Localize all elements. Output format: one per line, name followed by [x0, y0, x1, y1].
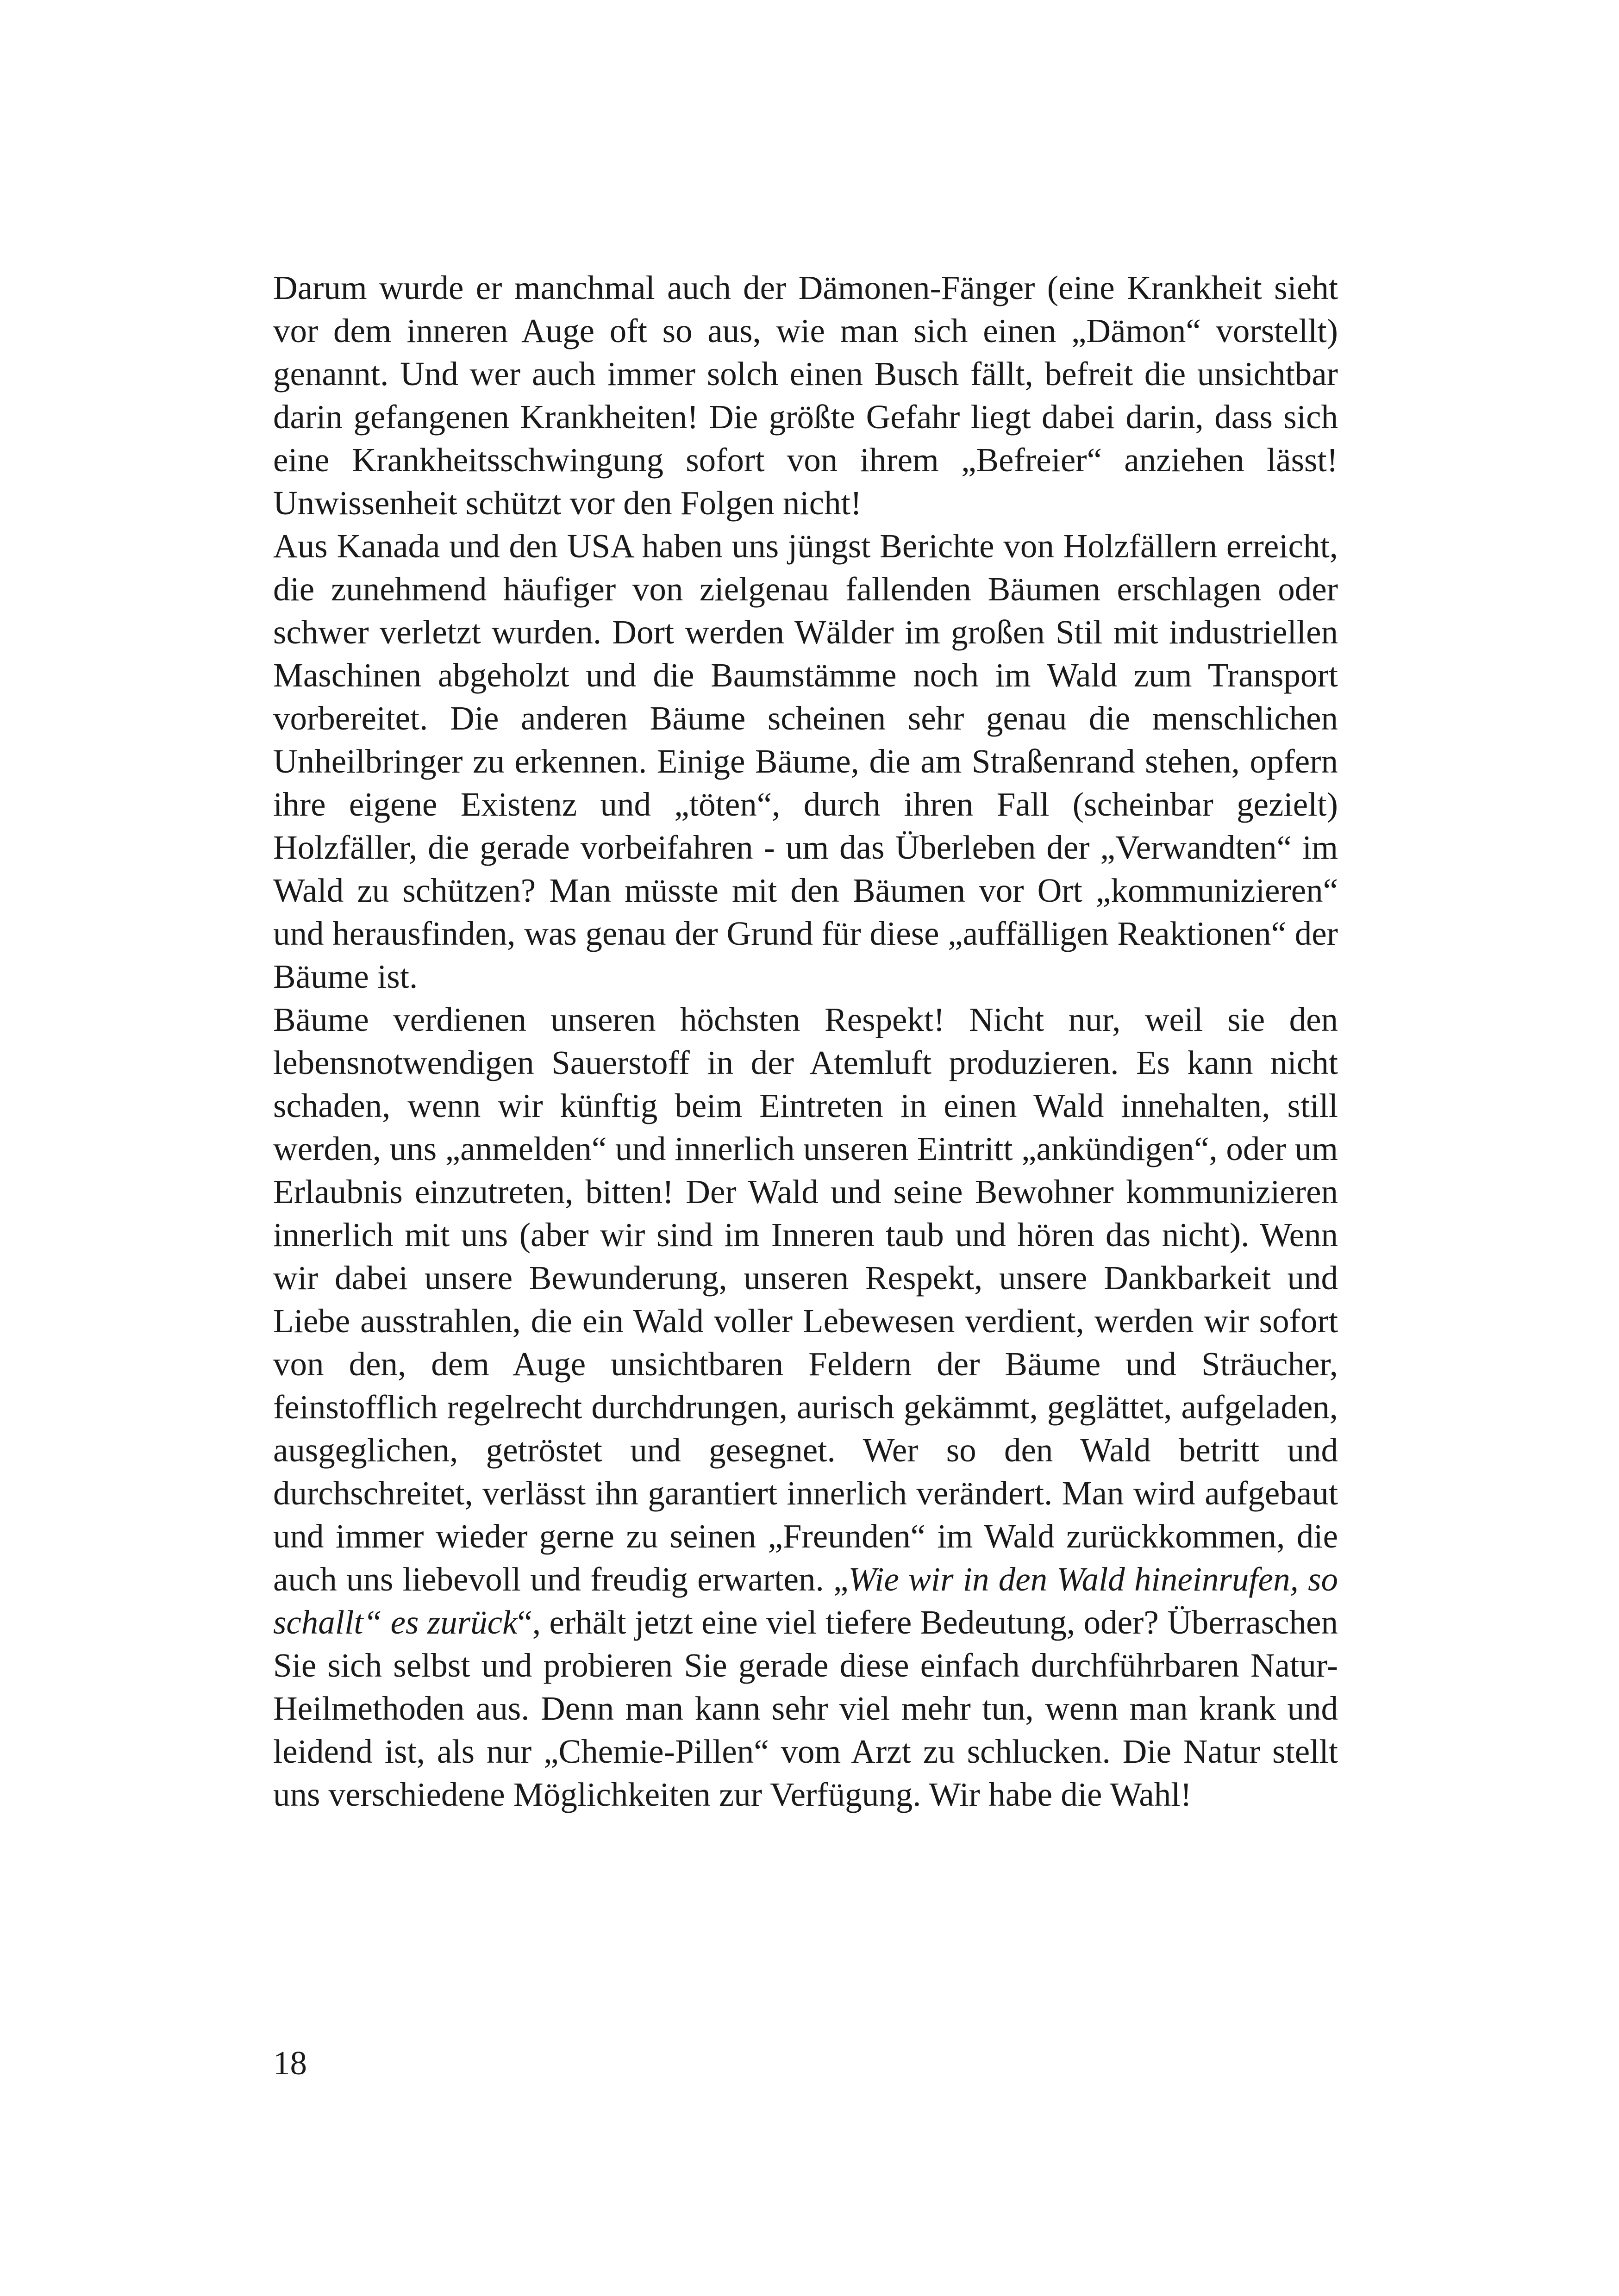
- paragraph-3-text-before: Bäume verdienen unseren höchsten Respekt! Nicht nur, weil sie den lebensnotwendigen Sauerstoff in der Atemluft produzieren. Es kann nicht schaden, wenn wir künftig beim Eintreten in einen Wald innehalten, still werden, uns „anmelden“ und innerlich unseren Eintritt „ankündigen“, oder um Erlaubnis einzutreten, bitten! Der Wald und seine Bewohner kommunizieren innerlich mit uns (aber wir sind im Inneren taub und hören das nicht). Wenn wir dabei unsere Bewunderung, unseren Respekt, unsere Dankbarkeit und Liebe ausstrahlen, die ein Wald voller Lebewesen verdient, werden wir sofort von den, dem Auge unsichtbaren Feldern der Bäume und Sträucher, feinstofflich regelrecht durchdrungen, aurisch gekämmt, geglättet, aufgeladen, ausgeglichen, getröstet und gesegnet. Wer so den Wald betritt und durchschreitet, verlässt ihn garantiert innerlich verändert. Man wird aufgebaut und immer wieder gerne zu seinen „Freunden“ im Wald zurückkommen, die auch uns liebevoll und freudig erwarten. „: [273, 1001, 1338, 1598]
- page-number: 18: [273, 2044, 307, 2082]
- italic-quote: Wie wir in den Wald hineinrufen, so schallt“ es zurück: [273, 1560, 1338, 1641]
- paragraph-2: Aus Kanada und den USA haben uns jüngst Berichte von Holzfällern erreicht, die zunehmend häufiger von zielgenau fallenden Bäumen erschlagen oder schwer verletzt wurden. Dort werden Wälder im großen Stil mit industriellen Maschinen abgeholzt und die Baumstämme noch im Wald zum Transport vorbereitet. Die anderen Bäume scheinen sehr genau die menschlichen Unheilbringer zu erkennen. Einige Bäume, die am Straßenrand stehen, opfern ihre eigene Existenz und „töten“, durch ihren Fall (scheinbar gezielt) Holzfäller, die gerade vorbeifahren - um das Überleben der „Verwandten“ im Wald zu schützen? Man müsste mit den Bäumen vor Ort „kommunizieren“ und herausfinden, was genau der Grund für diese „auffälligen Reaktionen“ der Bäume ist.: [273, 527, 1338, 995]
- paragraph-3: [273, 998, 1338, 1816]
- paragraph-3-text-after: “, erhält jetzt eine viel tiefere Bedeutung, oder? Überraschen Sie sich selbst und probieren Sie gerade diese einfach durchführbaren Natur-Heilmethoden aus. Denn man kann sehr viel mehr tun, wenn man krank und leidend ist, als nur „Chemie-Pillen“ vom Arzt zu schlucken. Die Natur stellt uns verschiedene Möglichkeiten zur Verfügung. Wir habe die Wahl!: [273, 1603, 1338, 1813]
- paragraph-1: Darum wurde er manchmal auch der Dämonen-Fänger (eine Krankheit sieht vor dem inneren Auge oft so aus, wie man sich einen „Dämon“ vorstellt) genannt. Und wer auch immer solch einen Busch fällt, befreit die unsichtbar darin gefangenen Krankheiten! Die größte Gefahr liegt dabei darin, dass sich eine Krankheitsschwingung sofort von ihrem „Befreier“ anziehen lässt! Unwissenheit schützt vor den Folgen nicht!: [273, 269, 1338, 522]
- body-text: [273, 266, 1338, 1816]
